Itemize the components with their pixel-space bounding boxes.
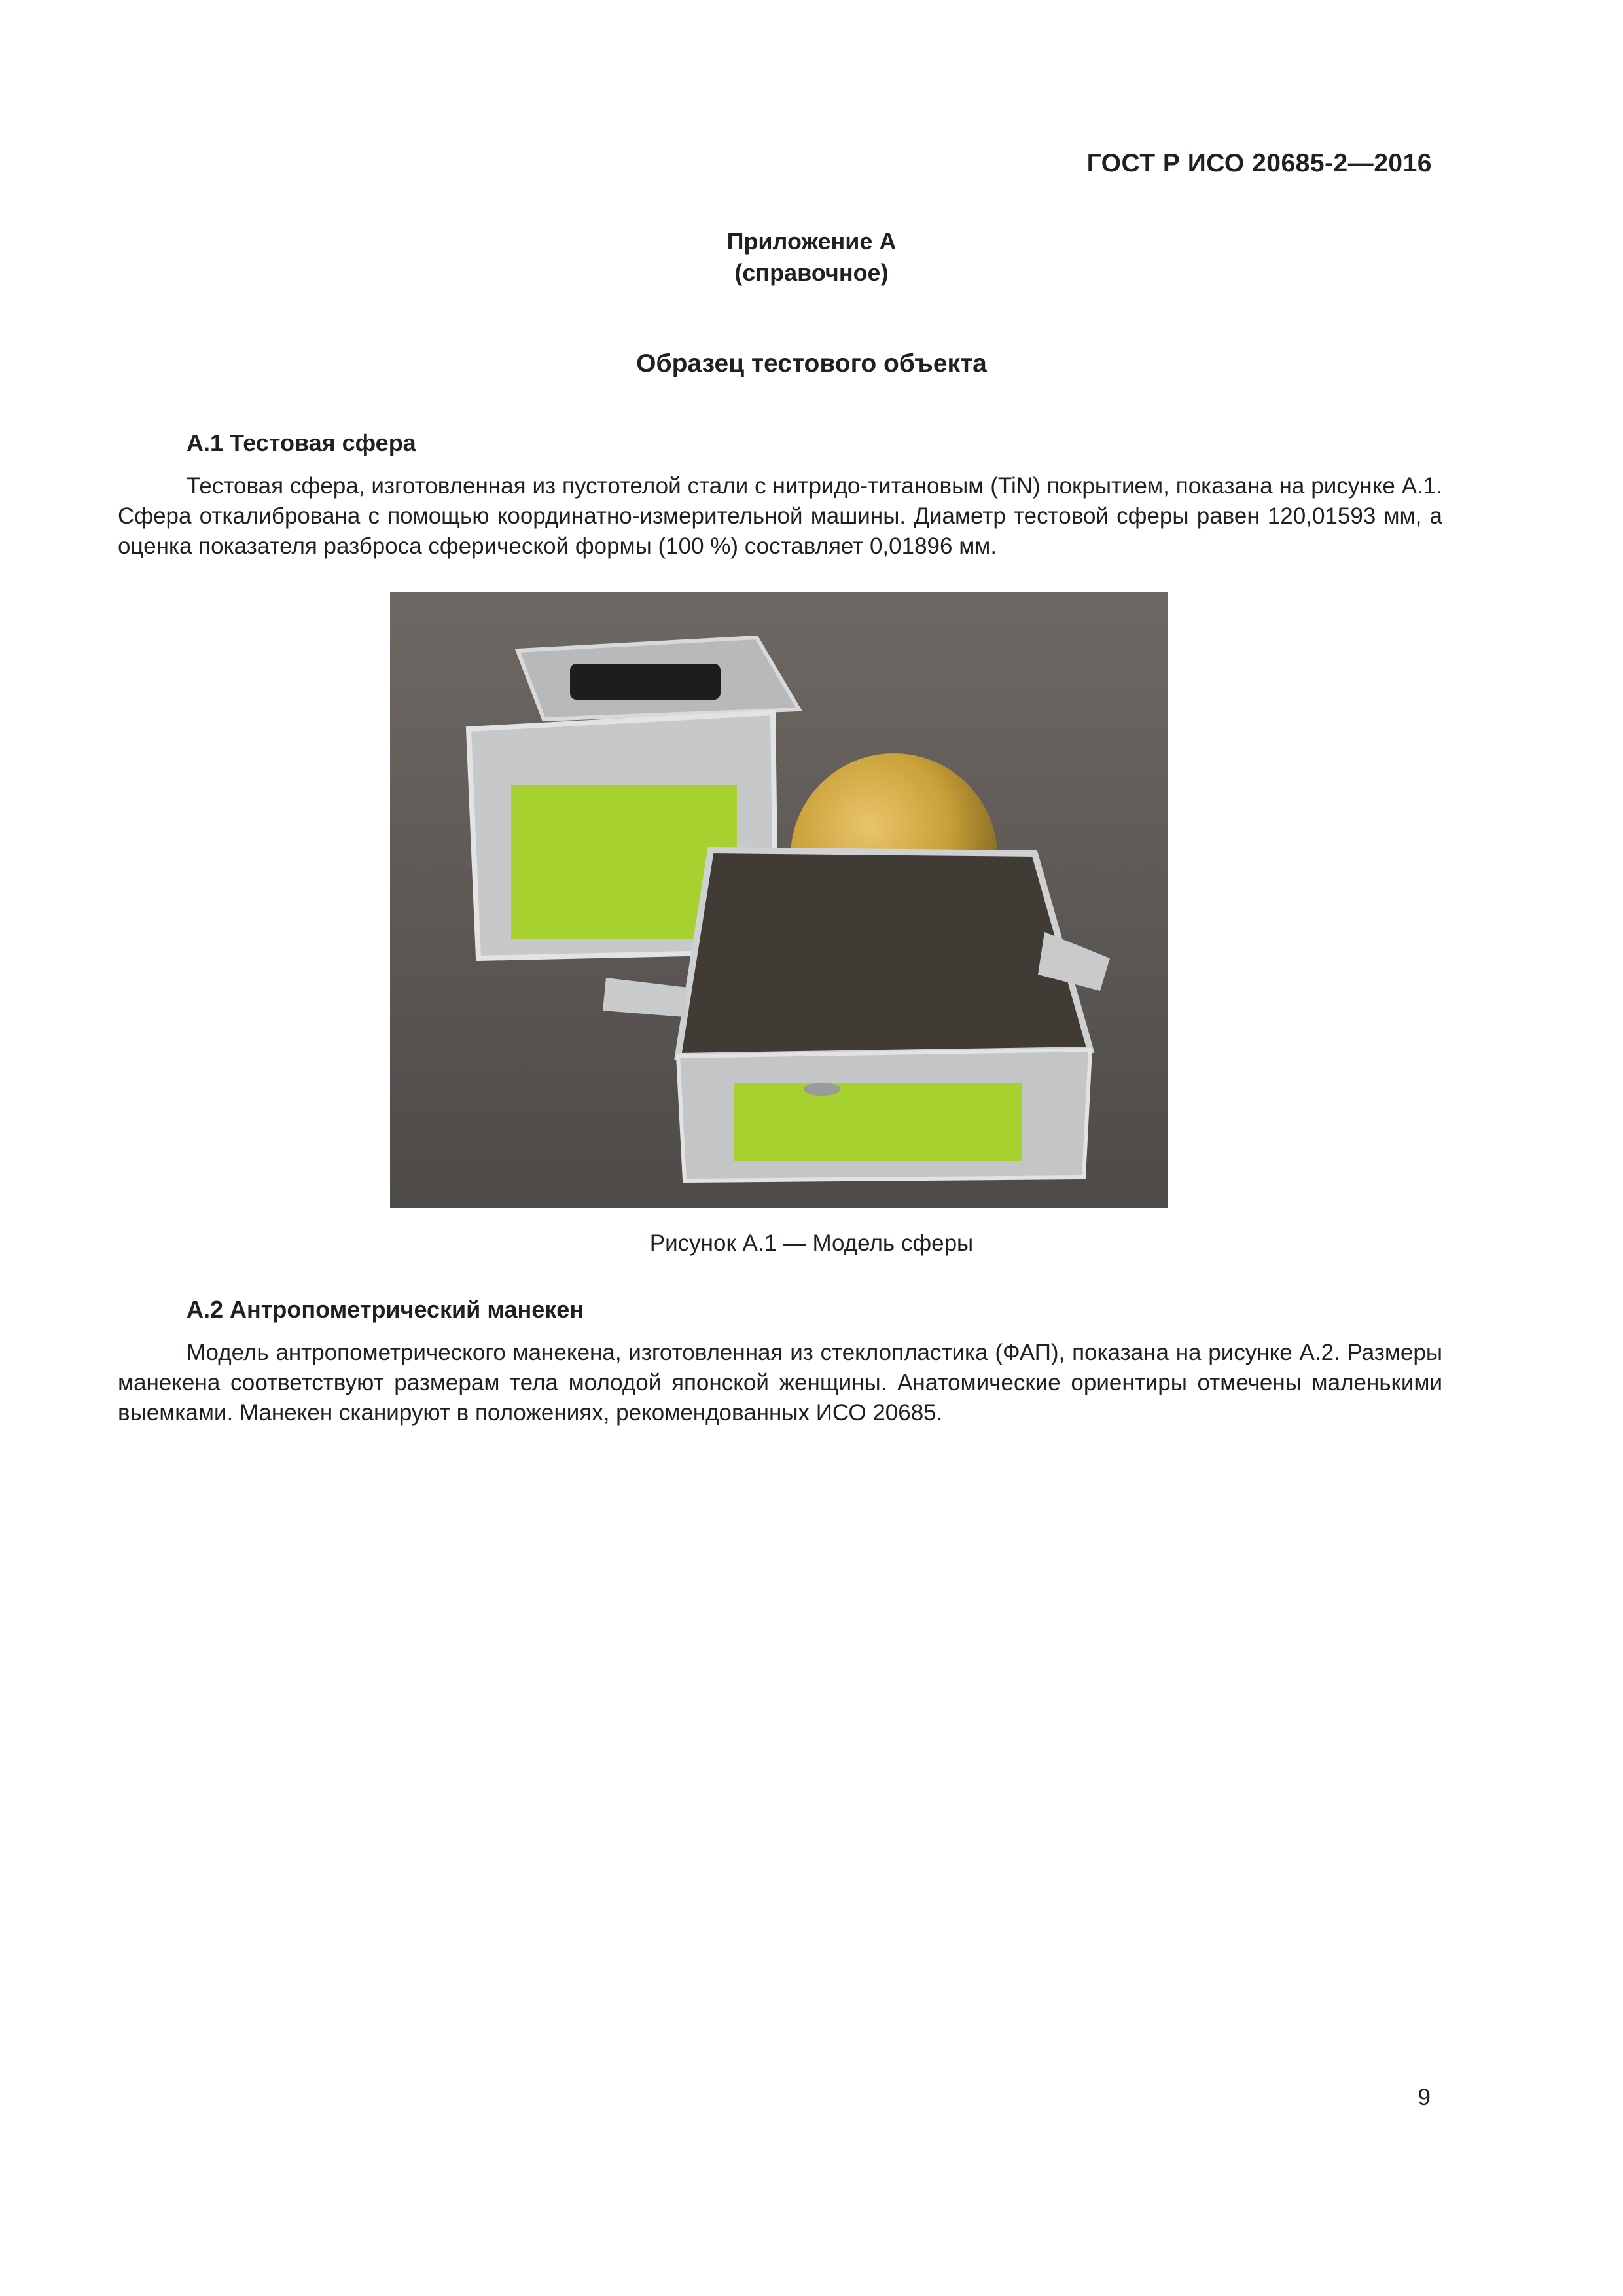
standard-designation: ГОСТ Р ИСО 20685-2—2016 <box>1086 149 1432 177</box>
section-heading-a1: А.1 Тестовая сфера <box>187 429 416 456</box>
section-text-a1 <box>118 471 1442 562</box>
appendix-subtitle: (справочное) <box>734 259 889 286</box>
sphere-photo-icon <box>390 592 1168 1208</box>
paragraph-a1: Тестовая сфера, изготовленная из пустотелой стали с нитридо-титановым (TiN) покрытием, показана на рисунке А.1. Сфера откалибрована с помощью координатно-измерительной машины. Диаметр тестовой сферы равен 120,01593 мм, а оценка показателя разброса сферической формы (100 %) составляет 0,01896 мм. <box>118 473 1442 559</box>
figure-caption: Рисунок А.1 — Модель сферы <box>649 1230 974 1256</box>
paragraph-a2: Модель антропометрического манекена, изготовленная из стеклопластика (ФАП), показана на рисунке А.2. Размеры манекена соответствуют размерам тела молодой японской женщины. Анатомические ориентиры отмечены маленькими выемками. Манекен сканируют в положениях, рекомендованных ИСО 20685. <box>118 1340 1442 1426</box>
main-title: Образец тестового объекта <box>636 350 987 378</box>
figure-photo-sphere <box>390 592 1168 1208</box>
section-text-a2 <box>118 1338 1442 1428</box>
section-heading-a2: А.2 Антропометрический манекен <box>187 1296 584 1323</box>
page-number: 9 <box>1418 2085 1431 2110</box>
appendix-title: Приложение А <box>726 228 897 255</box>
